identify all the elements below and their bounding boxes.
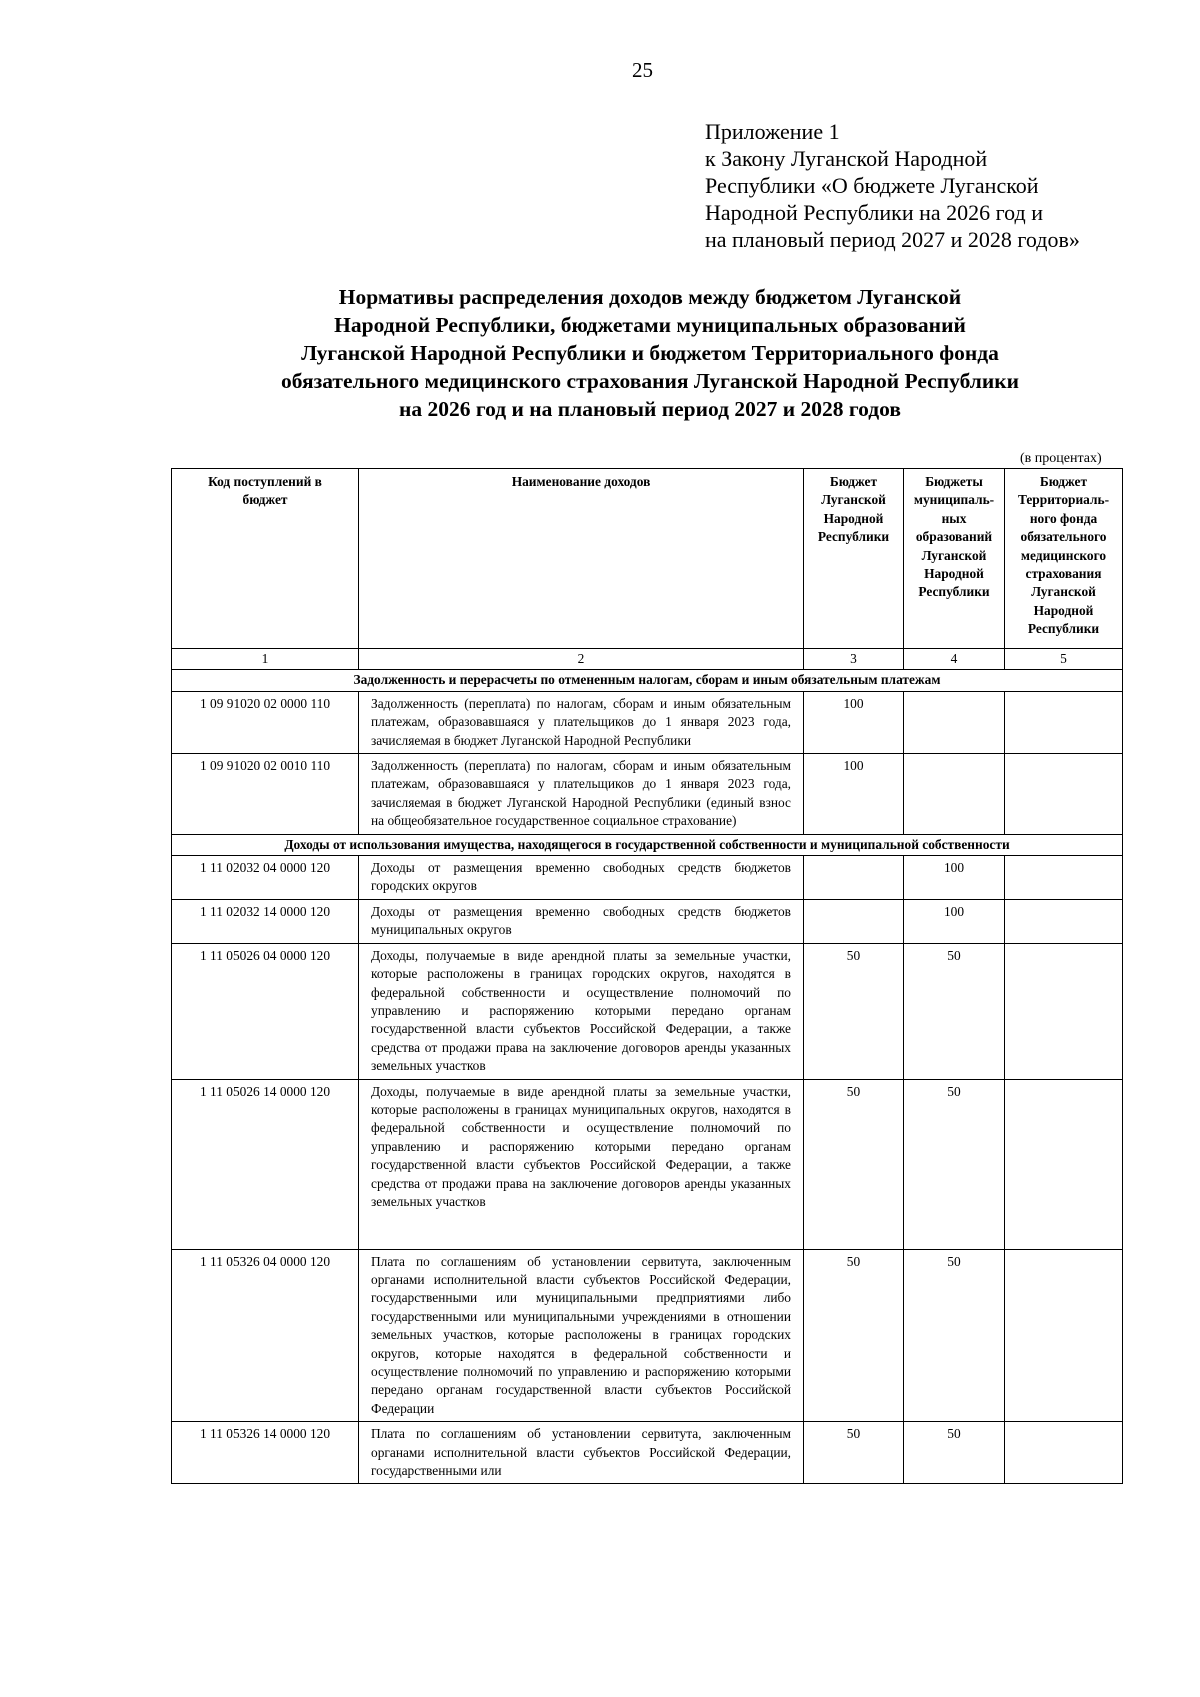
regional-share: 50 (804, 1249, 904, 1422)
title-line: на 2026 год и на плановый период 2027 и 2028 годов (399, 397, 901, 421)
page-number: 25 (632, 58, 653, 82)
regional-share: 50 (804, 943, 904, 1079)
regional-share: 50 (804, 1422, 904, 1484)
table-row (172, 943, 1123, 1079)
document-title (150, 283, 1150, 423)
appendix-line: к Закону Луганской Народной (705, 146, 988, 171)
revenue-distribution-table (171, 468, 1123, 1484)
header-regional: Бюджет Луганской Народной Республики (804, 469, 904, 649)
appendix-line: Республики «О бюджете Луганской (705, 173, 1039, 198)
table-row (172, 1079, 1123, 1249)
regional-share: 100 (804, 754, 904, 835)
income-name: Плата по соглашениям об установлении сервитута, заключенным органами исполнительной власти субъектов Российской Федерации, государственными или муниципальными предприятиями либо государственными или муниципальными учреждениями в отношении земельных участков, которые расположены в границах городских округов, которые находятся в федеральной собственности и осуществление полномочий по управлению и распоряжению которыми передано органам государственной власти субъектов Российской Федерации (359, 1249, 804, 1422)
column-number-row (172, 649, 1123, 670)
table-row (172, 1422, 1123, 1484)
income-code: 1 11 02032 04 0000 120 (172, 856, 359, 900)
municipal-share: 50 (904, 1249, 1005, 1422)
column-number: 3 (804, 649, 904, 670)
section-row (172, 670, 1123, 691)
municipal-share: 50 (904, 1079, 1005, 1249)
fund-share (1005, 856, 1123, 900)
title-line: Народной Республики, бюджетами муниципальных образований (334, 313, 966, 337)
appendix-line: Приложение 1 (705, 119, 840, 144)
column-number: 4 (904, 649, 1005, 670)
header-fund: Бюджет Территориаль-ного фонда обязательного медицинского страхования Луганской Народной Республики (1005, 469, 1123, 649)
title-line: Луганской Народной Республики и бюджетом Территориального фонда (301, 341, 999, 365)
fund-share (1005, 899, 1123, 943)
header-name: Наименование доходов (359, 469, 804, 649)
fund-share (1005, 1249, 1123, 1422)
title-line: обязательного медицинского страхования Луганской Народной Республики (280, 369, 1020, 393)
income-name: Плата по соглашениям об установлении сервитута, заключенным органами исполнительной власти субъектов Российской Федерации, государственными или (359, 1422, 804, 1484)
table-row (172, 691, 1123, 753)
fund-share (1005, 1079, 1123, 1249)
regional-share (804, 856, 904, 900)
appendix-note (705, 118, 1080, 253)
income-code: 1 11 02032 14 0000 120 (172, 899, 359, 943)
income-name: Задолженность (переплата) по налогам, сборам и иным обязательным платежам, образовавшаяся у плательщиков до 1 января 2023 года, зачисляемая в бюджет Луганской Народной Республики (единый взнос на общеобязательное государственное социальное страхование) (359, 754, 804, 835)
income-code: 1 11 05326 14 0000 120 (172, 1422, 359, 1484)
table-row (172, 1249, 1123, 1422)
fund-share (1005, 1422, 1123, 1484)
municipal-share: 50 (904, 1422, 1005, 1484)
income-code: 1 11 05026 14 0000 120 (172, 1079, 359, 1249)
regional-share (804, 899, 904, 943)
fund-share (1005, 754, 1123, 835)
column-number: 2 (359, 649, 804, 670)
column-number: 5 (1005, 649, 1123, 670)
units-note: (в процентах) (1020, 451, 1102, 466)
municipal-share: 100 (904, 899, 1005, 943)
income-code: 1 09 91020 02 0000 110 (172, 691, 359, 753)
table-row (172, 856, 1123, 900)
fund-share (1005, 691, 1123, 753)
section-title: Задолженность и перерасчеты по отмененным налогам, сборам и иным обязательным платежам (172, 670, 1123, 691)
section-row (172, 834, 1123, 855)
income-name: Доходы, получаемые в виде арендной платы за земельные участки, которые расположены в границах городских округов, находятся в федеральной собственности и осуществление полномочий по управлению и распоряжению которыми передано органам государственной власти субъектов Российской Федерации, а также средства от продажи права на заключение договоров аренды указанных земельных участков (359, 943, 804, 1079)
income-name: Доходы, получаемые в виде арендной платы за земельные участки, которые расположены в границах муниципальных округов, находятся в федеральной собственности и осуществление полномочий по управлению и распоряжению которыми передано органам государственной власти субъектов Российской Федерации, а также средства от продажи права на заключение договоров аренды указанных земельных участков (359, 1079, 804, 1249)
section-title: Доходы от использования имущества, находящегося в государственной собственности и муниципальной собственности (172, 834, 1123, 855)
column-number: 1 (172, 649, 359, 670)
municipal-share: 50 (904, 943, 1005, 1079)
table-row (172, 754, 1123, 835)
table-row (172, 899, 1123, 943)
municipal-share (904, 754, 1005, 835)
income-code: 1 11 05026 04 0000 120 (172, 943, 359, 1079)
title-line: Нормативы распределения доходов между бюджетом Луганской (338, 285, 962, 309)
income-code: 1 09 91020 02 0010 110 (172, 754, 359, 835)
income-name: Доходы от размещения временно свободных средств бюджетов городских округов (359, 856, 804, 900)
header-municipal: Бюджеты муниципаль-ных образований Луганской Народной Республики (904, 469, 1005, 649)
header-code (172, 469, 359, 649)
appendix-line: на плановый период 2027 и 2028 годов» (705, 227, 1080, 252)
income-code: 1 11 05326 04 0000 120 (172, 1249, 359, 1422)
appendix-line: Народной Республики на 2026 год и (705, 200, 1043, 225)
municipal-share: 100 (904, 856, 1005, 900)
fund-share (1005, 943, 1123, 1079)
income-name: Доходы от размещения временно свободных средств бюджетов муниципальных округов (359, 899, 804, 943)
regional-share: 50 (804, 1079, 904, 1249)
income-name: Задолженность (переплата) по налогам, сборам и иным обязательным платежам, образовавшаяся у плательщиков до 1 января 2023 года, зачисляемая в бюджет Луганской Народной Республики (359, 691, 804, 753)
regional-share: 100 (804, 691, 904, 753)
municipal-share (904, 691, 1005, 753)
header-code-text: Код поступлений в бюджет (208, 474, 322, 508)
